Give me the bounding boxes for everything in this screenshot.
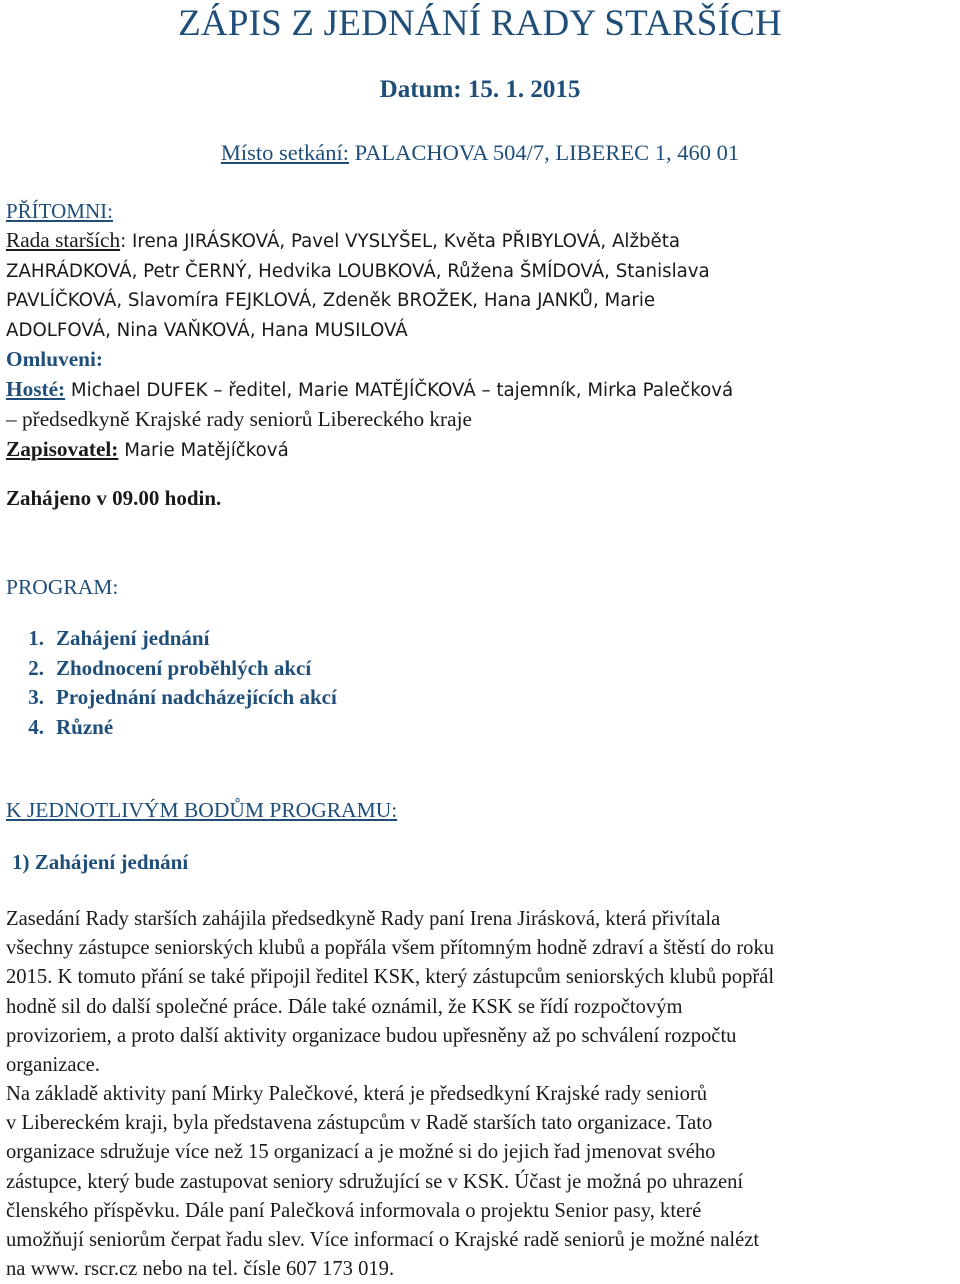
program-item: 2. Zhodnocení proběhlých akcí — [28, 655, 312, 680]
paragraph-1 — [6, 905, 954, 1080]
paragraph-2-line: umožňují seniorům čerpat řadu slev. Více informací o Krajské radě seniorů je možné nalézt — [6, 1229, 760, 1252]
paragraph-2-line: Na základě aktivity paní Mirky Palečkové, která je předsedkyní Krajské rady seniorů — [6, 1083, 708, 1105]
meeting-date: Datum: 15. 1. 2015 — [379, 76, 581, 103]
point1-heading: 1) Zahájení jednání — [12, 850, 189, 874]
program-section — [6, 575, 954, 600]
program-item: 1. Zahájení jednání — [28, 626, 210, 650]
council-names-2: ZAHRÁDKOVÁ, Petr ČERNÝ, Hedvika LOUBKOVÁ, Růžena ŠMÍDOVÁ, Stanislava — [6, 260, 710, 282]
program-item: 3. Projednání nadcházejících akcí — [28, 685, 337, 709]
guests-value-2: – předsedkyně Krajské rady seniorů Libereckého kraje — [6, 407, 472, 431]
attendance-section — [6, 196, 954, 465]
place-value: PALACHOVA 504/7, LIBEREC 1, 460 01 — [349, 140, 740, 165]
council-names-4: ADOLFOVÁ, Nina VAŇKOVÁ, Hana MUSILOVÁ — [6, 319, 408, 341]
guests-label: Hosté: — [6, 376, 66, 401]
paragraph-1-line: provizoriem, a proto další aktivity organizace budou upřesněny až po schválení rozpočtu — [6, 1024, 737, 1047]
program-item: 4. Různé — [28, 714, 114, 739]
started-time: Zahájeno v 09.00 hodin. — [6, 486, 222, 510]
council-label: Rada starších — [6, 228, 121, 252]
paragraph-2-line: zástupce, který bude zastupovat seniory sdružující se v KSK. Účast je možná po uhrazení — [6, 1170, 744, 1193]
paragraph-2-line: na www. rscr.cz nebo na tel. čísle 607 173 019. — [6, 1258, 395, 1281]
paragraph-2 — [6, 1080, 954, 1284]
present-heading: PŘÍTOMNI: — [6, 199, 113, 223]
place-label: Místo setkání: — [220, 140, 350, 165]
paragraph-2-line: organizace sdružuje více než 15 organizací a je možné si do jejich řad jmenovat svého — [6, 1141, 716, 1164]
recorder-line — [6, 435, 954, 466]
program-list — [14, 624, 960, 742]
recorder-label: Zapisovatel: — [6, 436, 119, 461]
recorder-value: Marie Matějíčková — [118, 439, 289, 461]
paragraph-1-line: 2015. K tomuto přání se také připojil ředitel KSK, který zástupcům seniorských klubů popřál — [6, 966, 775, 989]
council-line-1 — [6, 226, 954, 257]
paragraph-2-line: členského příspěvku. Dále paní Palečková informovala o projektu Senior pasy, které — [6, 1199, 702, 1222]
excused-label: Omluveni: — [6, 347, 104, 371]
council-names-1: : Irena JIRÁSKOVÁ, Pavel VYSLYŠEL, Květa PŘIBYLOVÁ, Alžběta — [120, 231, 681, 252]
points-heading: K JEDNOTLIVÝM BODŮM PROGRAMU: — [6, 798, 398, 822]
council-names-3: PAVLÍČKOVÁ, Slavomíra FEJKLOVÁ, Zdeněk BROŽEK, Hana JANKŮ, Marie — [6, 290, 656, 311]
paragraph-1-line: hodně sil do další společné práce. Dále také oznámil, že KSK se řídí rozpočtovým — [6, 995, 683, 1018]
guests-line-1 — [6, 375, 954, 406]
document-title: ZÁPIS Z JEDNÁNÍ RADY STARŠÍCH — [178, 3, 782, 44]
paragraph-2-line: v Libereckém kraji, byla představena zástupcům v Radě starších tato organizace. Tato — [6, 1112, 713, 1135]
paragraph-1-line: všechny zástupce seniorských klubů a popřála všem přítomným hodně zdraví a štěstí do roku — [6, 937, 775, 960]
program-heading: PROGRAM: — [6, 575, 119, 599]
paragraph-1-line: Zasedání Rady starších zahájila předsedkyně Rady paní Irena Jirásková, která přivítala — [6, 908, 721, 930]
paragraph-1-line: organizace. — [6, 1054, 100, 1077]
meeting-place — [0, 140, 960, 166]
guests-value-1: Michael DUFEK – ředitel, Marie MATĚJÍČKOVÁ – tajemník, Mirka Palečková — [65, 379, 734, 401]
